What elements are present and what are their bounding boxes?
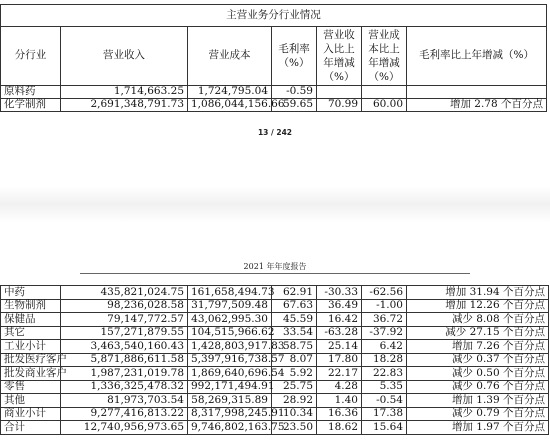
table-cell: 16.36 [317,407,362,421]
industry-breakdown-table [0,4,547,112]
table-cell: 增加 12.26 个百分点 [407,299,549,313]
table-cell: 31,797,509.48 [188,299,272,313]
table-cell [407,86,547,99]
table-cell: 81,973,703.54 [61,394,188,408]
table-row [1,313,549,327]
header-cell: 营业收入比上年增减（%） [317,27,362,86]
table-cell: -30.33 [317,286,362,300]
page-bottom [0,254,550,444]
table-cell: 992,171,494.91 [188,380,272,394]
table-cell: 18.28 [362,353,407,367]
table-cell: 批发商业客户 [1,367,61,381]
table-row [1,394,549,408]
report-title: 2021 年年度报告 [243,262,307,271]
table-cell: 15.64 [362,421,407,435]
page-gap [0,150,550,254]
table-title-row [1,5,547,27]
table-title: 主营业务分行业情况 [1,5,547,27]
table-cell: 4.28 [317,380,362,394]
header-cell: 营业收入 [61,27,188,86]
table-cell: 33.54 [272,326,317,340]
table-cell: 25.75 [272,380,317,394]
table-cell: 25.14 [317,340,362,354]
table-cell: 70.99 [317,99,362,112]
table-cell: 17.38 [362,407,407,421]
table-cell: 中药 [1,286,61,300]
table-row [1,407,549,421]
page-number: 13 / 242 [257,128,293,137]
table-cell: 商业小计 [1,407,61,421]
table-cell [317,86,362,99]
table-cell: 保健品 [1,313,61,327]
table-cell: 36.72 [362,313,407,327]
table-cell: 8.07 [272,353,317,367]
table-cell: 1,336,325,478.32 [61,380,188,394]
header-cell: 毛利率比上年增减（%） [407,27,547,86]
table-cell: 79,147,772.57 [61,313,188,327]
table-cell: 减少 0.79 个百分点 [407,407,549,421]
table-cell: 1,086,044,156.66 [188,99,272,112]
table-cell: -0.54 [362,394,407,408]
table-cell: 10.34 [272,407,317,421]
table-cell: 59.65 [272,99,317,112]
table-cell: 9,746,802,163.75 [188,421,272,435]
header-cell: 营业成本 [188,27,272,86]
table-cell: 1,714,663.25 [61,86,188,99]
table-row [1,340,549,354]
table-row [1,286,549,300]
table-cell: 1.40 [317,394,362,408]
table-cell: 减少 27.15 个百分点 [407,326,549,340]
table-cell: 6.42 [362,340,407,354]
table-cell: 67.63 [272,299,317,313]
table-cell: 1,724,795.04 [188,86,272,99]
table-cell: 1,987,231,019.78 [61,367,188,381]
table-cell: 2,691,348,791.73 [61,99,188,112]
table-cell: 18.62 [317,421,362,435]
table-cell: 23.50 [272,421,317,435]
table-cell: 22.17 [317,367,362,381]
table-row [1,299,549,313]
table-cell: 工业小计 [1,340,61,354]
table-cell: 增加 31.94 个百分点 [407,286,549,300]
table-cell: 增加 7.26 个百分点 [407,340,549,354]
table-cell: 3,463,540,160.43 [61,340,188,354]
table-cell: 1,428,803,917.83 [188,340,272,354]
table-cell: 零售 [1,380,61,394]
table-row [1,421,549,435]
table-cell: 增加 2.78 个百分点 [407,99,547,112]
table-cell: 其它 [1,326,61,340]
table-cell: 98,236,028.58 [61,299,188,313]
table-cell: 原料药 [1,86,61,99]
table-row [1,353,549,367]
table-cell: 批发医疗客户 [1,353,61,367]
table-cell: -62.56 [362,286,407,300]
table-cell: 减少 0.76 个百分点 [407,380,549,394]
table-cell: 1,869,640,696.54 [188,367,272,381]
table-cell: 60.00 [362,99,407,112]
table-cell: 5.92 [272,367,317,381]
table-cell: 157,271,879.55 [61,326,188,340]
table-cell: 增加 1.97 个百分点 [407,421,549,435]
header-cell: 毛利率（%） [272,27,317,86]
table-cell: 16.42 [317,313,362,327]
table-cell: 36.49 [317,299,362,313]
table-cell: 104,515,966.62 [188,326,272,340]
table-cell: 435,821,024.75 [61,286,188,300]
table-row [1,326,549,340]
table-header-row [1,27,547,86]
header-rule [80,273,470,274]
table-cell: 减少 8.08 个百分点 [407,313,549,327]
table-cell: 增加 1.39 个百分点 [407,394,549,408]
table-cell [362,86,407,99]
table-cell: 减少 0.50 个百分点 [407,367,549,381]
table-cell: -0.59 [272,86,317,99]
page-top [0,0,550,150]
table-cell: 58,269,315.89 [188,394,272,408]
table-cell: 5.35 [362,380,407,394]
table-cell: 22.83 [362,367,407,381]
industry-breakdown-table-continued [0,285,549,435]
header-cell: 分行业 [1,27,61,86]
table-row [1,86,547,99]
table-cell: 合计 [1,421,61,435]
table-cell: 生物制剂 [1,299,61,313]
table-cell: 其他 [1,394,61,408]
table-cell: 45.59 [272,313,317,327]
table-cell: 5,871,886,611.58 [61,353,188,367]
table-cell: 5,397,916,738.57 [188,353,272,367]
table-cell: 28.92 [272,394,317,408]
table-row [1,380,549,394]
table-cell: 9,277,416,813.22 [61,407,188,421]
table-cell: 化学制剂 [1,99,61,112]
table-cell: -1.00 [362,299,407,313]
table-row [1,367,549,381]
table-cell: -63.28 [317,326,362,340]
table-cell: 62.91 [272,286,317,300]
table-cell: 8,317,998,245.91 [188,407,272,421]
table-cell: -37.92 [362,326,407,340]
table-cell: 43,062,995.30 [188,313,272,327]
table-cell: 减少 0.37 个百分点 [407,353,549,367]
table-cell: 161,658,494.73 [188,286,272,300]
header-cell: 营业成本比上年增减（%） [362,27,407,86]
table-cell: 17.80 [317,353,362,367]
table-cell: 12,740,956,973.65 [61,421,188,435]
table-row [1,99,547,112]
table-cell: 58.75 [272,340,317,354]
